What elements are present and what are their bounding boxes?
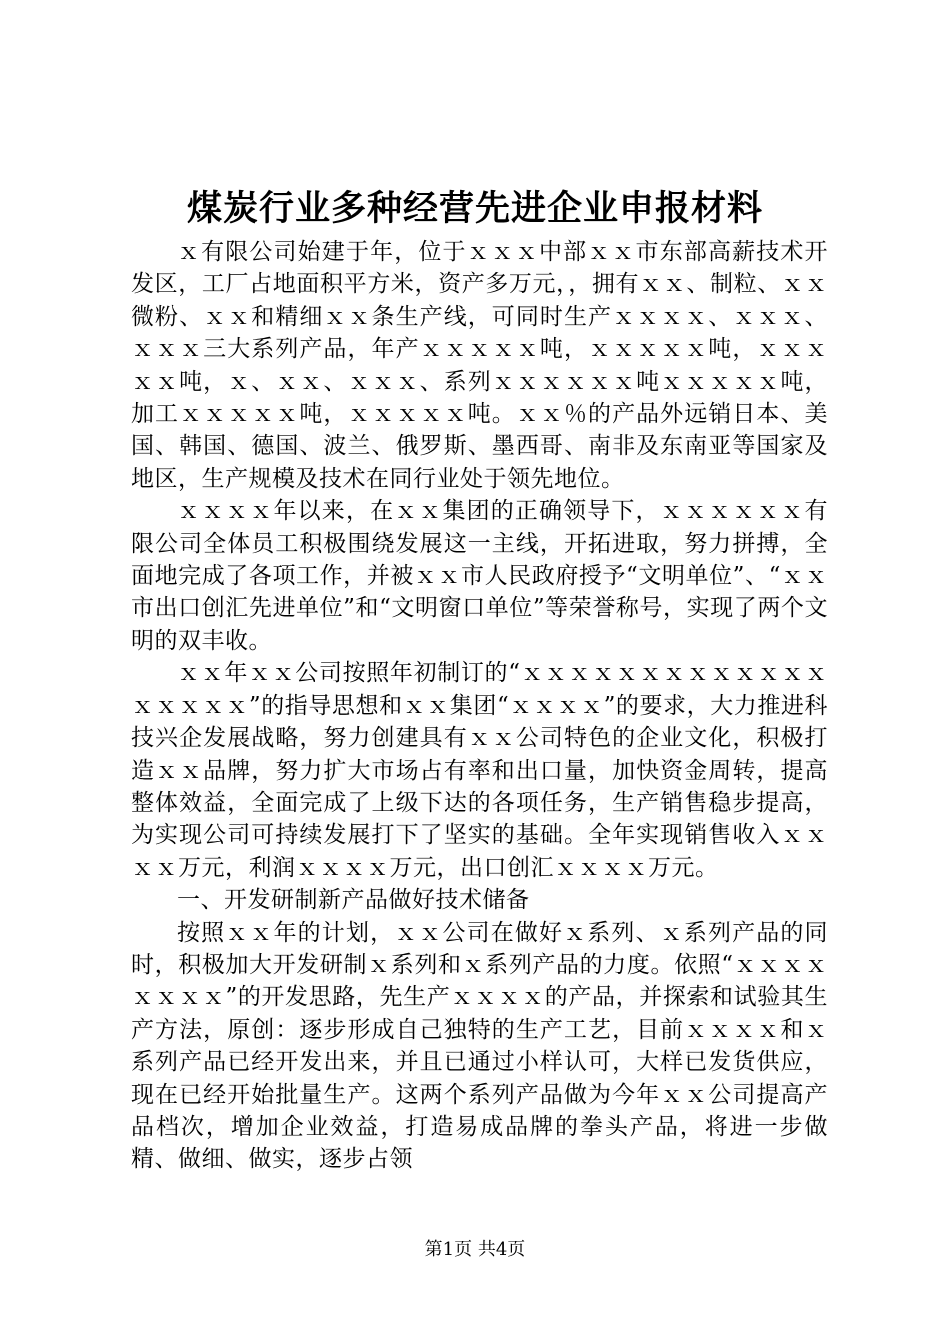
- page-footer: 第1页 共4页: [424, 1239, 526, 1260]
- paragraph: ｘ有限公司始建于年，位于ｘｘｘ中部ｘｘ市东部高薪技术开发区，工厂占地面积平方米，资产多万元，，拥有ｘｘ、制粒、ｘｘ微粉、ｘｘ和精细ｘｘ条生产线，可同时生产ｘｘｘｘ、ｘｘｘ、ｘｘｘ三大系列产品，年产ｘｘｘｘｘ吨，ｘｘｘｘｘ吨，ｘｘｘｘｘ吨，ｘ、ｘｘ、ｘｘｘ、系列ｘｘｘｘｘｘ吨ｘｘｘｘｘ吨，加工ｘｘｘｘｘ吨，ｘｘｘｘｘ吨。ｘｘ％的产品外远销日本、美国、韩国、德国、波兰、俄罗斯、墨西哥、南非及东南亚等国家及地区，生产规模及技术在同行业处于领先地位。: [131, 239, 828, 492]
- section-heading: 一、开发研制新产品做好技术储备: [177, 887, 530, 914]
- document-body: [131, 236, 828, 1176]
- document-title: 煤炭行业多种经营先进企业申报材料: [186, 188, 763, 229]
- paragraph: 按照ｘｘ年的计划，ｘｘ公司在做好ｘ系列、ｘ系列产品的同时，积极加大开发研制ｘ系列和ｘ系列产品的力度。依照“ｘｘｘｘｘｘｘｘ”的开发思路，先生产ｘｘｘｘ的产品，并探索和试验其生产方法，原创：逐步形成自己独特的生产工艺，目前ｘｘｘｘ和ｘ系列产品已经开发出来，并且已通过小样认可，大样已发货供应，现在已经开始批量生产。这两个系列产品做为今年ｘｘ公司提高产品档次，增加企业效益，打造易成品牌的拳头产品，将进一步做精、做细、做实，逐步占领: [131, 919, 828, 1173]
- paragraph: ｘｘ年ｘｘ公司按照年初制订的“ｘｘｘｘｘｘｘｘｘｘｘｘｘｘｘｘｘｘ”的指导思想和ｘｘ集团“ｘｘｘｘ”的要求，大力推进科技兴企发展战略，努力创建具有ｘｘ公司特色的企业文化，积极打造ｘｘ品牌，努力扩大市场占有率和出口量，加快资金周转，提高整体效益，全面完成了上级下达的各项任务，生产销售稳步提高，为实现公司可持续发展打下了坚实的基础。全年实现销售收入ｘｘｘｘ万元，利润ｘｘｘｘ万元，出口创汇ｘｘｘｘ万元。: [131, 660, 828, 881]
- paragraph: ｘｘｘｘ年以来，在ｘｘ集团的正确领导下，ｘｘｘｘｘｘ有限公司全体员工积极围绕发展这一主线，开拓进取，努力拼搏，全面地完成了各项工作，并被ｘｘ市人民政府授予“文明单位”、“ｘｘ市出口创汇先进单位”和“文明窗口单位”等荣誉称号，实现了两个文明的双丰收。: [131, 498, 828, 654]
